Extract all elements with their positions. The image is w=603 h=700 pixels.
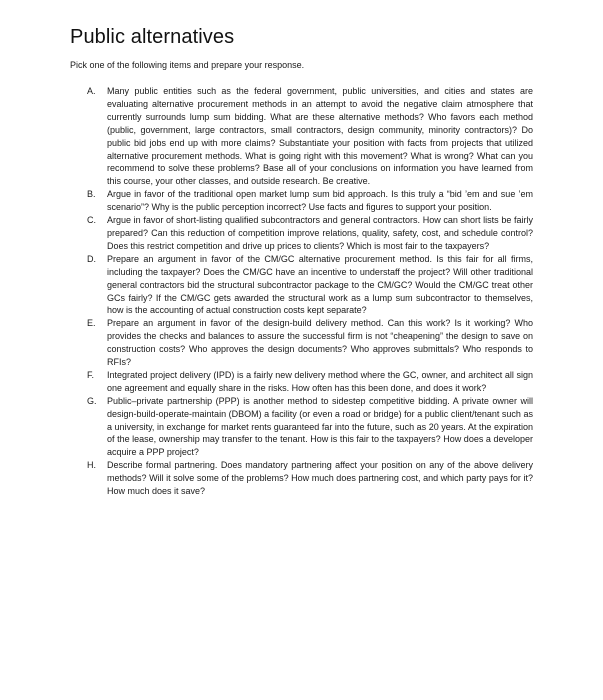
list-item-b xyxy=(87,188,533,214)
list-item-g xyxy=(87,395,533,460)
item-text: Prepare an argument in favor of the design-build delivery method. Can this work? Is it working? Who provides the checks and balances to assure the successful firm is not “cheapening” the design to save on construction costs? Who approves the design documents? Who approves submittals? Who responds to RFIs? xyxy=(107,318,533,368)
list-item-c xyxy=(87,214,533,253)
item-letter: G. xyxy=(87,395,97,406)
list-item-d xyxy=(87,253,533,318)
item-letter: H. xyxy=(87,460,96,471)
instructions: Pick one of the following items and prepare your response. xyxy=(70,60,305,70)
list-item-f xyxy=(87,369,533,395)
item-text: Public–private partnership (PPP) is another method to sidestep competitive bidding. A private owner will design-build-operate-maintain (DBOM) a facility (or even a road or bridge) for a public client/tenant such as a university, in exchange for market rents guaranteed far into the future, such as 20 years. At the expiration of the lease, ownership may transfer to the tenant. How is this fair to the taxpayers? How does a developer acquire a PPP project? xyxy=(107,395,533,458)
item-letter: A. xyxy=(87,86,96,96)
item-text: Integrated project delivery (IPD) is a fairly new delivery method where the GC, owner, and architect all sign one agreement and equally share in the risks. How often has this been done, and does it work? xyxy=(107,369,533,393)
item-letter: B. xyxy=(87,189,96,200)
page-title: Public alternatives xyxy=(70,26,235,48)
list-item-e xyxy=(87,317,533,369)
item-text: Argue in favor of short-listing qualified subcontractors and general contractors. How can short lists be fairly prepared? Can this reduction of competition improve relations, quality, safety, cost, and schedule control? Does this restrict competition and drive up prices to clients? Which is most fair to the taxpayers? xyxy=(107,215,533,251)
item-list xyxy=(87,85,533,498)
item-text: Describe formal partnering. Does mandatory partnering affect your position on any of the above delivery methods? Will it solve some of the problems? How much does partnering cost, and which party pays for it? How much does it save? xyxy=(107,460,533,497)
item-text: Prepare an argument in favor of the CM/GC alternative procurement method. Is this fair for all firms, including the taxpayer? Does the CM/GC have an incentive to understaff the project? Will other traditional general contractors bid the structural subcontractor package to the CM/GC? Would the CM/GC treat other GCs fairly? If the CM/GC gets awarded the structural work as a lump sum subcontractor to themselves, how is the accounting of actual construction costs kept separate? xyxy=(107,253,533,316)
list-item-a xyxy=(87,85,533,188)
item-text: Argue in favor of the traditional open market lump sum bid approach. Is this truly a “bid ’em and sue ’em scenario”? Why is the public perception incorrect? Use facts and figures to support your position. xyxy=(107,189,533,213)
item-letter: D. xyxy=(87,253,96,264)
item-letter: E. xyxy=(87,318,96,329)
list-item-h xyxy=(87,459,533,498)
item-text: Many public entities such as the federal government, public universities, and cities and states are evaluating alternative procurement methods in an attempt to avoid the negative claim atmosphere that currently surrounds lump sum bidding. What are these alternative methods? Who favors each method (public, government, large contractors, small contractors, design community, minority contractors)? Do public bid jobs end up with more claims? Substantiate your position with facts from projects that utilized alternative procurement methods. What is going right with this movement? What is wrong? What can you recommend to solve these problems? Base all of your conclusions on information you have learned from this course, your other classes, and outside research. Be creative. xyxy=(107,86,533,187)
item-letter: F. xyxy=(87,369,95,380)
item-letter: C. xyxy=(87,215,96,226)
